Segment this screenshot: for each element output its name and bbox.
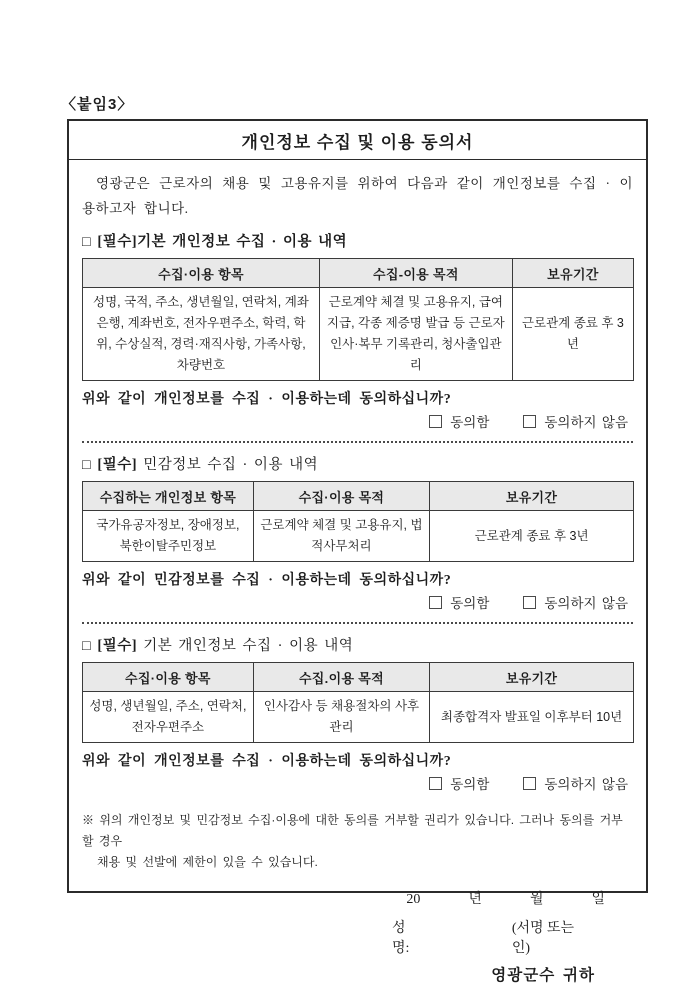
section2-disagree-checkbox[interactable] [523,596,536,609]
section3-agree-option[interactable] [429,773,489,793]
section3-heading-rest: 기본 개인정보 수집 · 이용 내역 [143,638,354,654]
section3-col-items-header: 수집·이용 항목 [83,663,254,692]
table-row [83,692,634,743]
section1-purpose-cell: 근로계약 체결 및 고용유지, 급여지급, 각종 제증명 발급 등 근로자 인사·복무 기록관리, 청사출입관리 [319,288,512,381]
date-day-label: 일 [591,892,605,907]
recipient-line: 영광군수 귀하 [491,967,595,984]
section1-col-purpose-header: 수집-이용 목적 [319,259,512,288]
section3-consent-row [82,773,633,793]
refusal-note-line1: ※ 위의 개인정보 및 민감정보 수집·이용에 대한 동의를 거부할 권리가 있습니다. 그러나 동의를 거부할 경우 [82,813,623,848]
section2-consent-row [82,592,633,612]
section2-purpose-cell: 근로계약 체결 및 고용유지, 법적사무처리 [253,511,429,562]
section2-agree-checkbox[interactable] [429,596,442,609]
section2-col-retention-header: 보유기간 [430,482,634,511]
form-title-bar [69,121,646,160]
attachment-label: 〈붙임3〉 [61,96,134,113]
date-year-prefix: 20 [406,892,421,907]
table-row [83,511,634,562]
intro-paragraph: 영광군은 근로자의 채용 및 고용유지를 위하여 다음과 같이 개인정보를 수집 · 이용하고자 합니다. [82,176,633,216]
signature-field[interactable] [423,918,512,932]
section-divider [82,441,633,443]
section1-disagree-checkbox[interactable] [523,415,536,428]
section3-retention-cell: 최종합격자 발표일 이후부터 10년 [430,692,634,743]
section3-col-retention-header: 보유기간 [430,663,634,692]
date-month-label: 월 [529,892,544,907]
section1-disagree-option[interactable] [523,411,628,431]
consent-form [67,119,648,984]
section3-heading-prefix: □ [필수] [82,638,138,654]
section1-disagree-label: 동의하지 않음 [544,415,628,430]
section1-agree-option[interactable] [429,411,489,431]
section3-purpose-cell: 인사감사 등 채용절차의 사후관리 [253,692,429,743]
sign-or-seal-label: (서명 또는 인) [511,921,575,956]
section3-disagree-label: 동의하지 않음 [544,777,628,792]
section1-col-items-header: 수집·이용 항목 [83,259,320,288]
section2-agree-label: 동의함 [450,596,490,611]
section3-agree-checkbox[interactable] [429,777,442,790]
section3-heading [82,634,633,655]
section1-agree-label: 동의함 [450,415,490,430]
section1-retention-cell: 근로관계 종료 후 3년 [512,288,633,381]
section1-heading-prefix: □ [필수] [82,234,138,250]
section1-consent-row [82,411,633,431]
section2-agree-option[interactable] [429,592,489,612]
table-header-row [83,259,634,288]
form-body [69,171,646,985]
section3-disagree-option[interactable] [523,773,628,793]
section1-question: 위와 같이 개인정보를 수집 · 이용하는데 동의하십니까? [82,392,452,407]
section1-table [82,258,634,381]
section3-items-cell: 성명, 생년월일, 주소, 연락처, 전자우편주소 [83,692,254,743]
name-label: 성명: [392,921,410,956]
section2-heading-prefix: □ [필수] [82,457,138,473]
table-header-row [83,663,634,692]
section2-table [82,481,634,562]
section2-disagree-label: 동의하지 않음 [544,596,628,611]
section2-heading-rest: 민감정보 수집 · 이용 내역 [143,457,319,473]
table-row [83,288,634,381]
form-title: 개인정보 수집 및 이용 동의서 [241,132,474,152]
section3-col-purpose-header: 수집.이용 목적 [253,663,429,692]
section2-question: 위와 같이 민감정보를 수집 · 이용하는데 동의하십니까? [82,573,452,588]
section1-agree-checkbox[interactable] [429,415,442,428]
date-year-label: 년 [468,892,482,907]
section1-items-cell: 성명, 국적, 주소, 생년월일, 연락처, 계좌은행, 계좌번호, 전자우편주소, 학력, 학위, 수상실적, 경력·재직사항, 가족사항, 차량번호 [83,288,320,381]
section2-heading [82,453,633,474]
section2-disagree-option[interactable] [523,592,628,612]
section3-agree-label: 동의함 [450,777,490,792]
section1-heading [82,230,633,251]
refusal-note-line2: 채용 및 선발에 제한이 있을 수 있습니다. [97,855,318,869]
section3-table [82,662,634,743]
section-divider [82,622,633,624]
section1-heading-rest: 기본 개인정보 수집 · 이용 내역 [137,234,348,250]
section1-col-retention-header: 보유기간 [512,259,633,288]
signature-row [82,917,633,957]
section3-question: 위와 같이 개인정보를 수집 · 이용하는데 동의하십니까? [82,754,452,769]
section2-items-cell: 국가유공자정보, 장애정보, 북한이탈주민정보 [83,511,254,562]
section2-col-purpose-header: 수집·이용 목적 [253,482,429,511]
section3-disagree-checkbox[interactable] [523,777,536,790]
section2-retention-cell: 근로관계 종료 후 3년 [430,511,634,562]
section2-col-items-header: 수집하는 개인정보 항목 [83,482,254,511]
date-row [82,888,633,908]
refusal-note [82,810,633,873]
table-header-row [83,482,634,511]
